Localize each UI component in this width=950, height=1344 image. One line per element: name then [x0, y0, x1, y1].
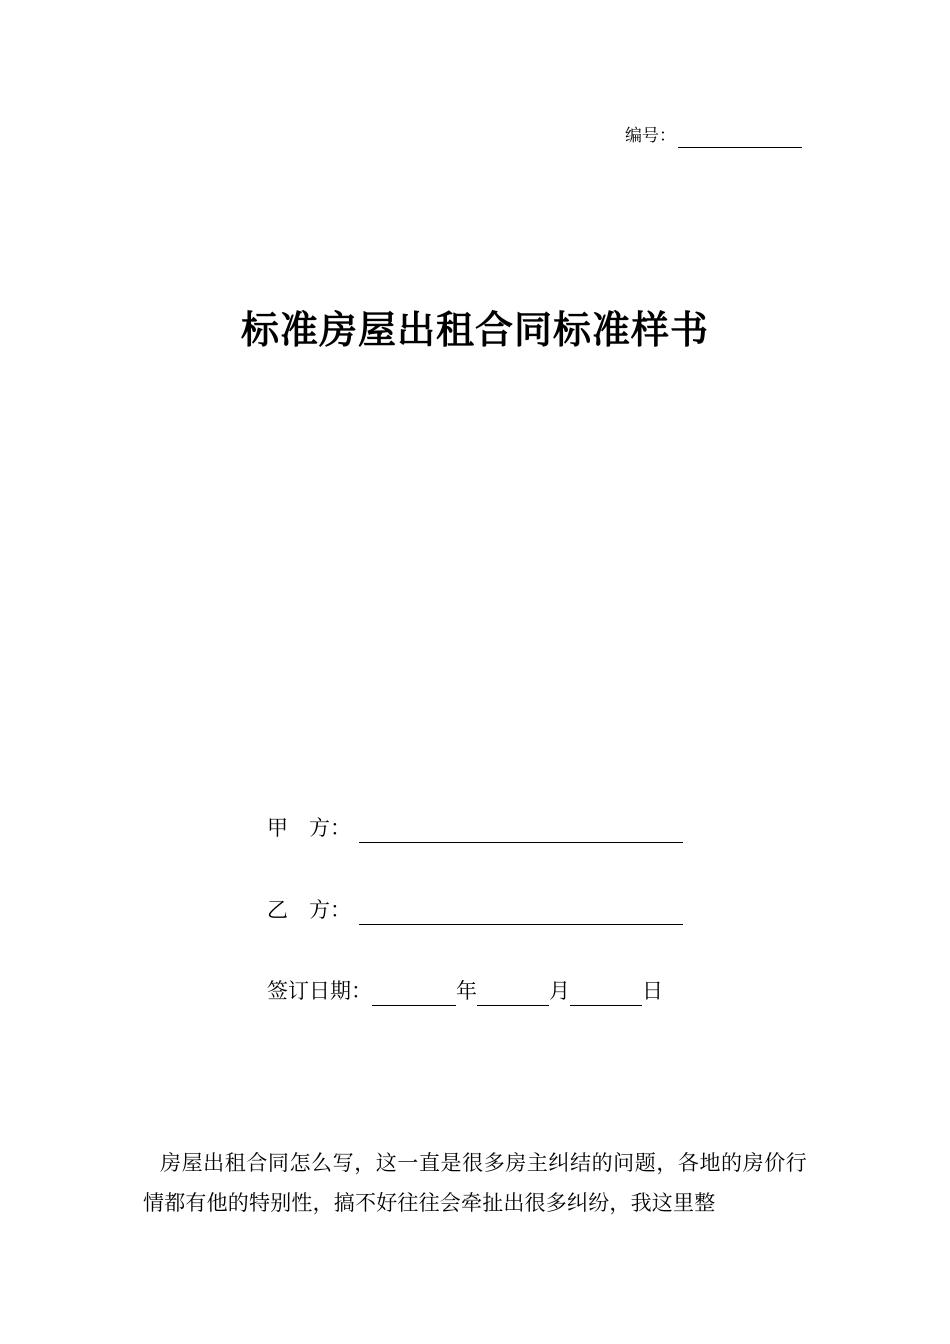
- party-a-row: [267, 813, 683, 843]
- party-a-label: 甲 方：: [267, 816, 351, 840]
- party-b-blank: [359, 900, 683, 925]
- document-title: 标准房屋出租合同标准样书: [240, 307, 709, 352]
- year-label: 年: [456, 979, 477, 1003]
- day-label: 日: [642, 979, 663, 1003]
- month-blank: [477, 981, 549, 1006]
- intro-paragraph: 房屋出租合同怎么写，这一直是很多房主纠结的问题，各地的房价行情都有他的特别性，搞不好往往会牵扯出很多纠纷，我这里整: [143, 1151, 807, 1215]
- day-blank: [570, 981, 642, 1006]
- document-number-label: 编号：: [625, 126, 676, 146]
- document-number: [625, 124, 802, 148]
- year-blank: [372, 981, 456, 1006]
- party-a-blank: [359, 818, 683, 843]
- party-b-row: [267, 895, 683, 925]
- document-number-blank: [678, 127, 802, 148]
- party-b-label: 乙 方：: [267, 898, 351, 922]
- month-label: 月: [549, 979, 570, 1003]
- sign-date-row: [267, 976, 663, 1006]
- sign-date-label: 签订日期：: [267, 979, 372, 1003]
